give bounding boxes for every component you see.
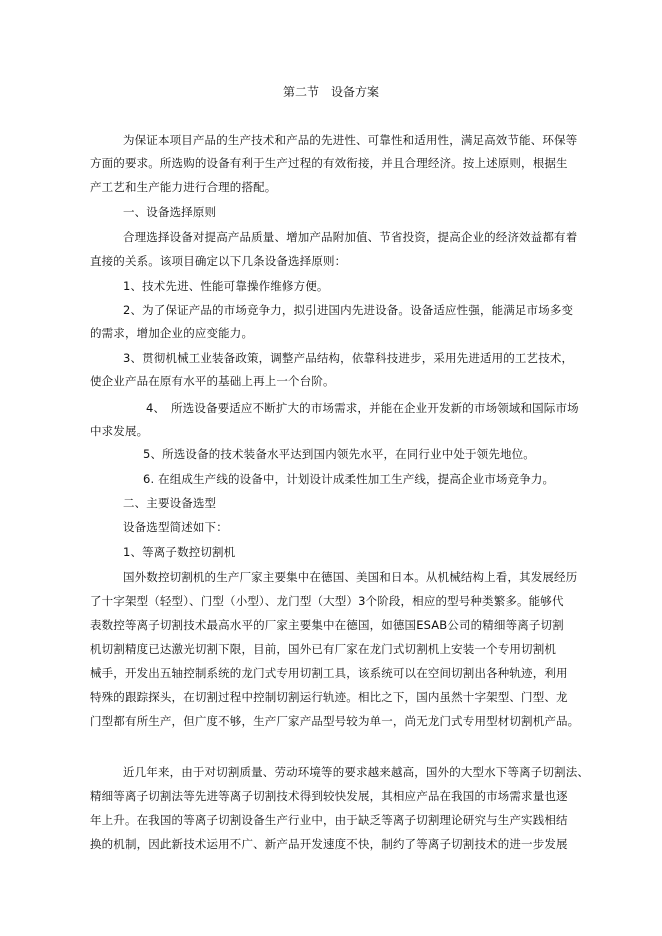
paragraph-line: 换的机制，因此新技术运用不广、新产品开发速度不快，制约了等离子切割技术的进一步发展 — [90, 837, 568, 851]
section-heading: 二、主要设备选型 — [123, 496, 217, 510]
list-item: 2、为了保证产品的市场竞争力，拟引进国内先进设备。设备适应性强，能满足市场多变 — [123, 303, 574, 317]
paragraph-line: 械手，开发出五轴控制系统的龙门式专用切割工具，该系统可以在空间切割出各种轨迹，利用 — [90, 666, 568, 680]
list-item: 6. 在组成生产线的设备中，计划设计成柔性加工生产线，提高企业市场竞争力。 — [143, 472, 555, 486]
paragraph-line: 国外数控切割机的生产厂家主要集中在德国、美国和日本。从机械结构上看，其发展经历 — [123, 570, 578, 584]
list-item: 1、技术先进、性能可靠操作维修方便。 — [123, 279, 329, 293]
paragraph-line: 直接的关系。该项目确定以下几条设备选择原则： — [90, 254, 347, 268]
paragraph-line: 了十字架型（轻型）、门型（小型）、龙门型（大型）3个阶段，相应的型号种类繁多。能够代 — [90, 594, 564, 608]
list-item: 的需求，增加企业的应变能力。 — [90, 326, 254, 340]
subsection-heading: 1、等离子数控切割机 — [123, 545, 236, 559]
section-title: 第二节 设备方案 — [282, 85, 379, 99]
list-item: 中求发展。 — [90, 424, 149, 438]
paragraph-line: 机切割精度已达激光切割下限，目前，国外已有厂家在龙门式切割机上安装一个专用切割机 — [90, 642, 556, 656]
paragraph-line: 为保证本项目产品的生产技术和产品的先进性、可靠性和适用性，满足高效节能、环保等 — [123, 133, 578, 147]
paragraph-line: 精细等离子切割法等先进等离子切割技术得到较快发展，其相应产品在我国的市场需求量也逐 — [90, 789, 568, 803]
paragraph-line: 年上升。在我国的等离子切割设备生产行业中，由于缺乏等离子切割理论研究与生产实践相结 — [90, 813, 568, 827]
paragraph-line: 近几年来，由于对切割质量、劳动环境等的要求越来越高，国外的大型水下等离子切割法、 — [123, 765, 589, 779]
paragraph-line: 设备选型简述如下： — [123, 520, 228, 534]
paragraph-line: 门型都有所生产，但广度不够，生产厂家产品型号较为单一，尚无龙门式专用型材切割机产品。 — [90, 714, 580, 728]
paragraph-line: 合理选择设备对提高产品质量、增加产品附加值、节省投资，提高企业的经济效益都有着 — [123, 230, 578, 244]
list-item: 使企业产品在原有水平的基础上再上一个台阶。 — [90, 374, 335, 388]
list-item: 3、贯彻机械工业装备政策，调整产品结构，依靠科技进步，采用先进适用的工艺技术， — [123, 351, 574, 365]
list-item: 5、所选设备的技术装备水平达到国内领先水平，在同行业中处于领先地位。 — [143, 447, 535, 461]
paragraph-line: 产工艺和生产能力进行合理的搭配。 — [90, 180, 277, 194]
paragraph-line: 表数控等离子切割技术最高水平的厂家主要集中在德国，如德国ESAB公司的精细等离子切割 — [90, 618, 564, 632]
paragraph-line: 特殊的跟踪探头，在切割过程中控制切割运行轨迹。相比之下，国内虽然十字架型、门型、龙 — [90, 690, 568, 704]
section-heading: 一、设备选择原则 — [123, 205, 217, 219]
paragraph-line: 方面的要求。所选购的设备有利于生产过程的有效衔接，并且合理经济。按上述原则，根据生 — [90, 156, 568, 170]
list-item: 4、 所选设备要适应不断扩大的市场需求，并能在企业开发新的市场领域和国际市场 — [146, 401, 579, 415]
